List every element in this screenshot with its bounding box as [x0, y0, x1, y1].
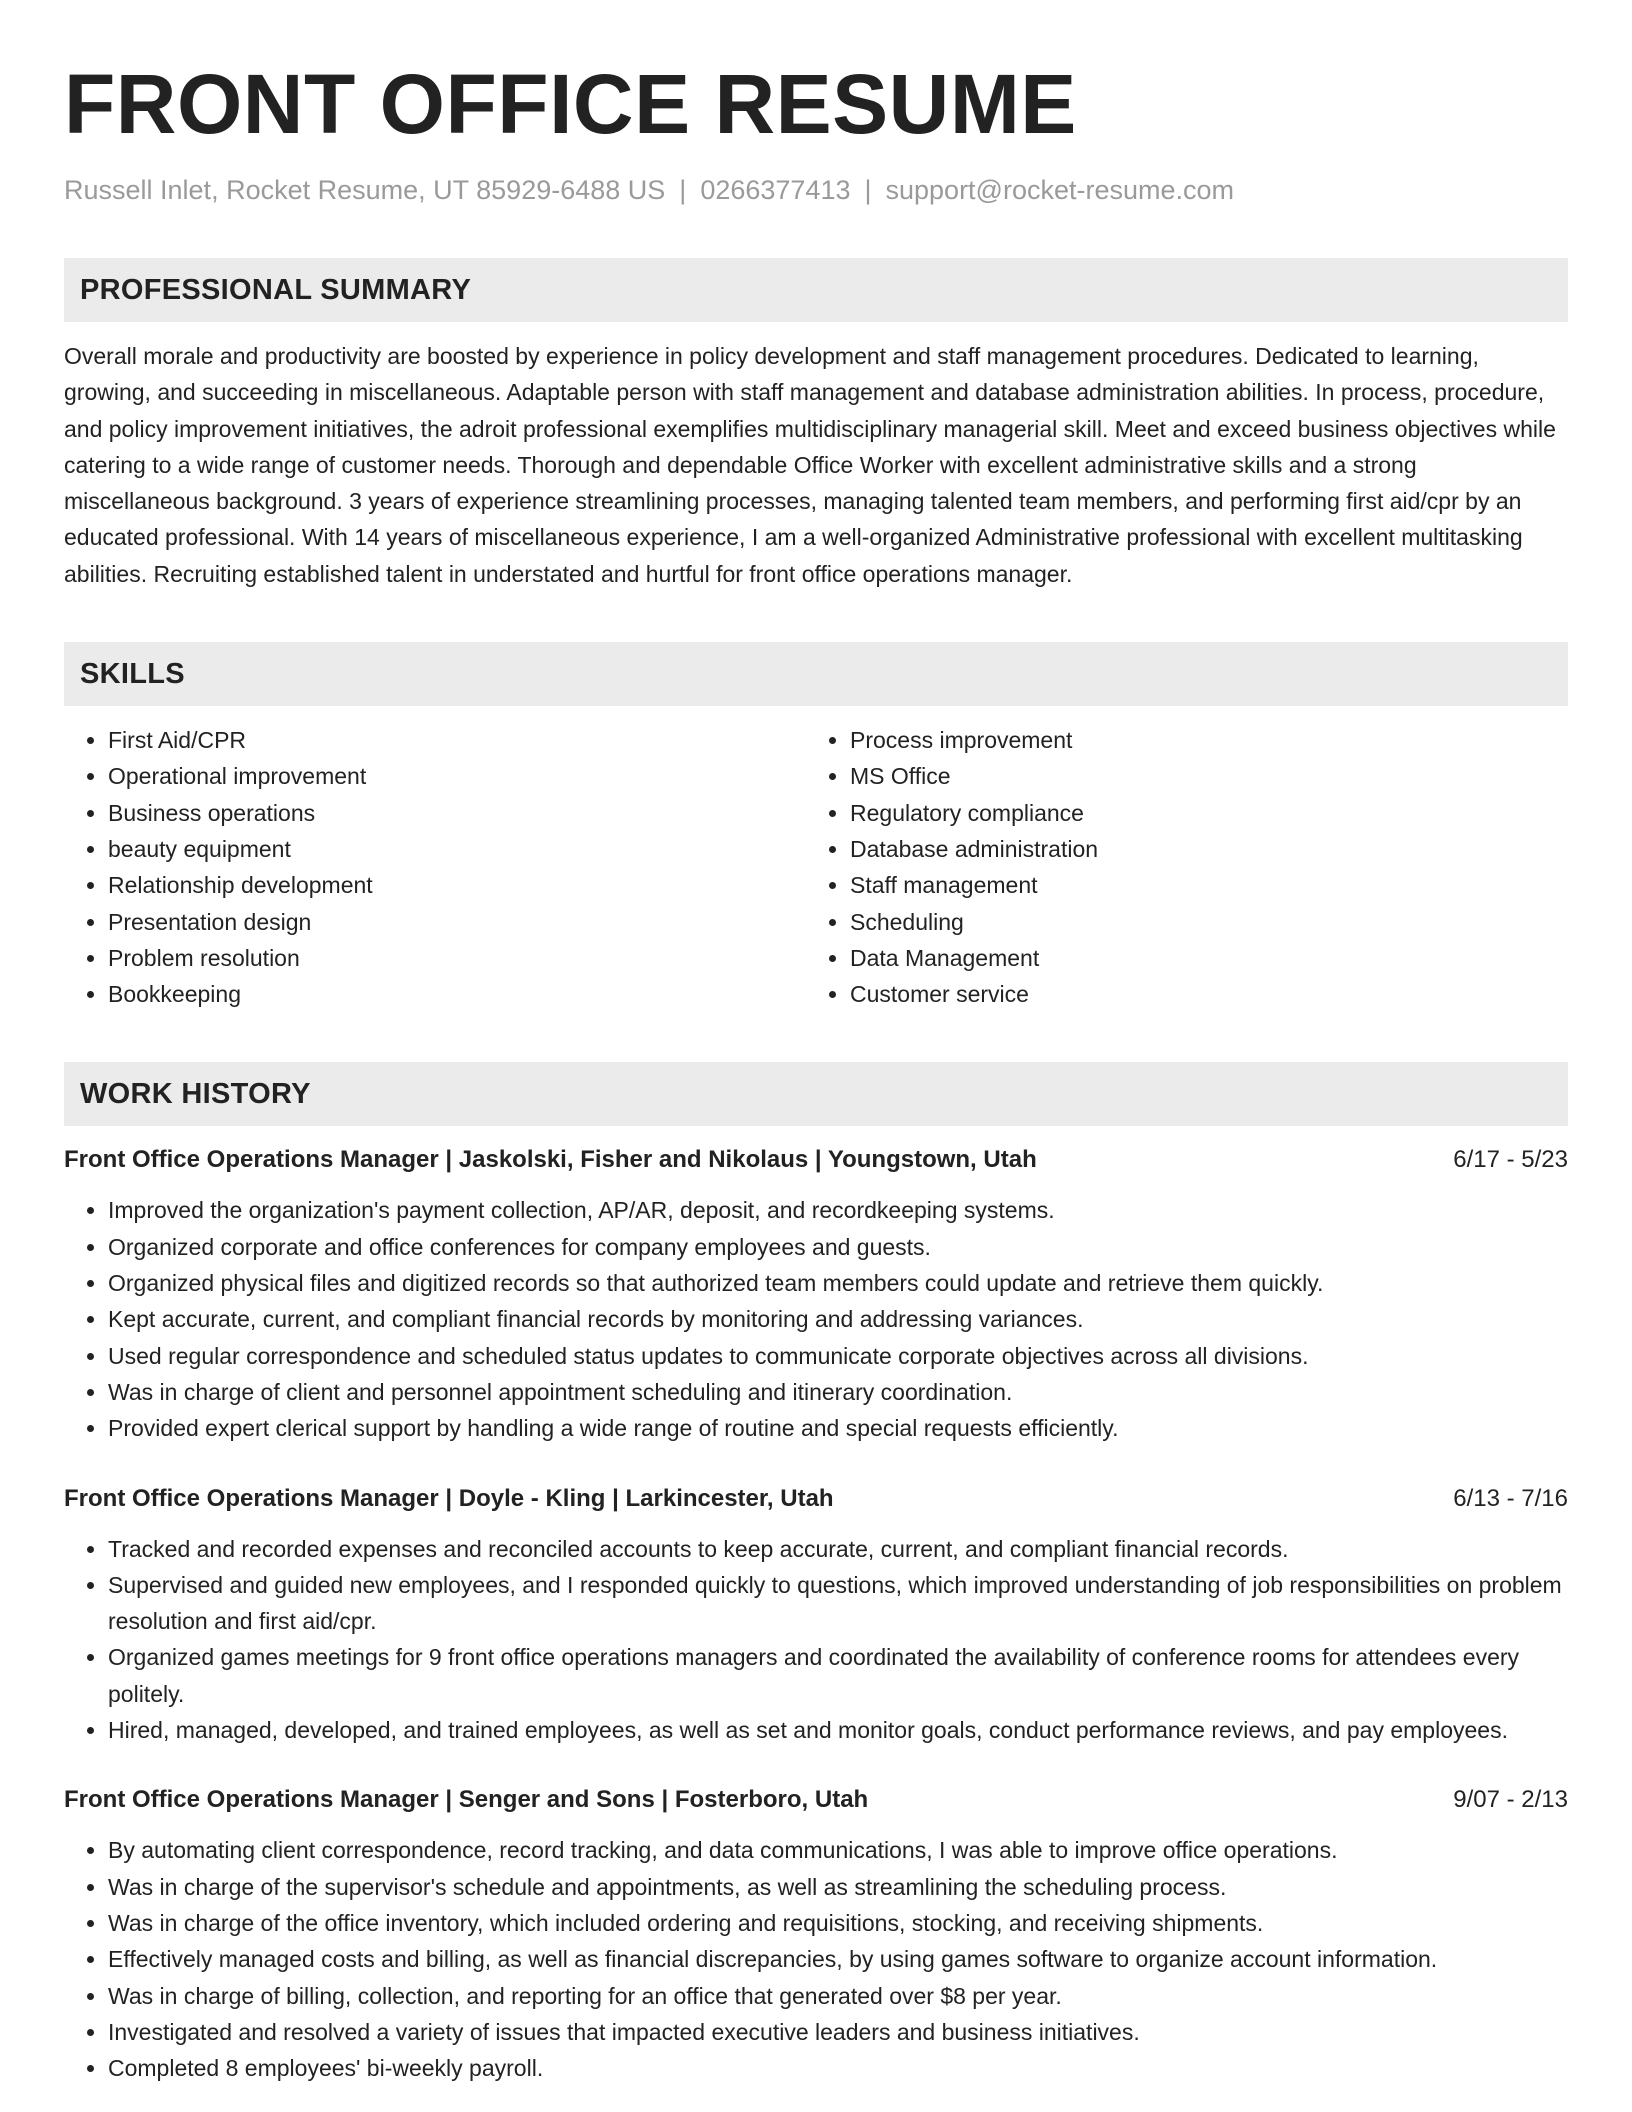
job-bullet: • Used regular correspondence and scheduled status updates to communicate corporate objectives across all divisions. [108, 1338, 1568, 1374]
resume-title: FRONT OFFICE RESUME [64, 57, 1077, 151]
skill-item: • beauty equipment [108, 831, 806, 867]
contact-phone: 0266377413 [700, 175, 851, 205]
job-bullet: • Supervised and guided new employees, and I responded quickly to questions, which improved understanding of job responsibilities on problem resolution and first aid/cpr. [108, 1567, 1568, 1640]
job-dates: 9/07 - 2/13 [1453, 1786, 1568, 1814]
job-header [64, 1142, 1568, 1178]
job-bullet: • By automating client correspondence, record tracking, and data communications, I was able to improve office operations. [108, 1832, 1568, 1868]
job-bullet: • Was in charge of the office inventory, which included ordering and requisitions, stocking, and receiving shipments. [108, 1905, 1568, 1941]
job-dates: 6/13 - 7/16 [1453, 1484, 1568, 1512]
skills-column-right [806, 722, 1548, 1012]
skills-column-left [64, 722, 806, 1012]
job-dates: 6/17 - 5/23 [1453, 1146, 1568, 1174]
skill-item: • Customer service [850, 976, 1548, 1012]
job-entry [64, 1142, 1568, 1446]
section-header-summary: PROFESSIONAL SUMMARY [64, 258, 1568, 322]
job-bullet: • Organized physical files and digitized records so that authorized team members could update and retrieve them quickly. [108, 1265, 1568, 1301]
job-entry [64, 1481, 1568, 1749]
job-bullets [64, 1192, 1568, 1446]
skill-item: • Database administration [850, 831, 1548, 867]
job-bullet: • Improved the organization's payment collection, AP/AR, deposit, and recordkeeping systems. [108, 1192, 1568, 1228]
job-entry [64, 1782, 1568, 2086]
job-bullet: • Organized corporate and office conferences for company employees and guests. [108, 1229, 1568, 1265]
job-bullet: • Tracked and recorded expenses and reconciled accounts to keep accurate, current, and compliant financial records. [108, 1531, 1568, 1567]
job-header [64, 1782, 1568, 1818]
section-header-skills: SKILLS [64, 642, 1568, 706]
job-bullet: • Was in charge of client and personnel appointment scheduling and itinerary coordination. [108, 1374, 1568, 1410]
skill-item: • Regulatory compliance [850, 795, 1548, 831]
contact-email: support@rocket-resume.com [885, 175, 1235, 205]
skill-item: • Relationship development [108, 867, 806, 903]
job-bullet: • Completed 8 employees' bi-weekly payroll. [108, 2050, 1568, 2086]
skill-item: • Presentation design [108, 904, 806, 940]
skill-item: • MS Office [850, 758, 1548, 794]
job-bullets [64, 1531, 1568, 1749]
job-header [64, 1481, 1568, 1517]
skill-item: • Staff management [850, 867, 1548, 903]
section-header-work-history: WORK HISTORY [64, 1062, 1568, 1126]
skill-item: • Process improvement [850, 722, 1548, 758]
skill-item: • Bookkeeping [108, 976, 806, 1012]
skill-item: • Data Management [850, 940, 1548, 976]
job-bullet: • Provided expert clerical support by handling a wide range of routine and special requests efficiently. [108, 1410, 1568, 1446]
contact-separator: | [864, 175, 872, 205]
job-bullet: • Investigated and resolved a variety of issues that impacted executive leaders and business initiatives. [108, 2014, 1568, 2050]
job-bullets [64, 1832, 1568, 2086]
job-bullet: • Kept accurate, current, and compliant financial records by monitoring and addressing variances. [108, 1301, 1568, 1337]
job-title: Front Office Operations Manager | Senger and Sons | Fosterboro, Utah [64, 1786, 869, 1814]
job-bullet: • Effectively managed costs and billing, as well as financial discrepancies, by using games software to organize account information. [108, 1941, 1568, 1977]
job-bullet: • Was in charge of the supervisor's schedule and appointments, as well as streamlining the scheduling process. [108, 1869, 1568, 1905]
skill-item: • Operational improvement [108, 758, 806, 794]
skill-item: • First Aid/CPR [108, 722, 806, 758]
contact-line [64, 172, 1568, 208]
job-bullet: • Hired, managed, developed, and trained employees, as well as set and monitor goals, conduct performance reviews, and pay employees. [108, 1712, 1568, 1748]
job-bullet: • Was in charge of billing, collection, and reporting for an office that generated over $8 per year. [108, 1978, 1568, 2014]
contact-address: Russell Inlet, Rocket Resume, UT 85929-6488 US [64, 175, 666, 205]
skills-grid [64, 722, 1568, 1012]
summary-text: Overall morale and productivity are boosted by experience in policy development and staff management procedures. Dedicated to learning, growing, and succeeding in miscellaneous. Adaptable person with staff management and database administration abilities. In process, procedure, and policy improvement initiatives, the adroit professional exemplifies multidisciplinary managerial skill. Meet and exceed business objectives while catering to a wide range of customer needs. Thorough and dependable Office Worker with excellent administrative skills and a strong miscellaneous background. 3 years of experience streamlining processes, managing talented team members, and performing first aid/cpr by an educated professional. With 14 years of miscellaneous experience, I am a well-organized Administrative professional with excellent multitasking abilities. Recruiting established talent in understated and hurtful for front office operations manager. [64, 343, 1556, 587]
skill-item: • Scheduling [850, 904, 1548, 940]
skill-item: • Problem resolution [108, 940, 806, 976]
contact-separator: | [679, 175, 687, 205]
job-title: Front Office Operations Manager | Doyle - Kling | Larkincester, Utah [64, 1484, 834, 1512]
skill-item: • Business operations [108, 795, 806, 831]
job-bullet: • Organized games meetings for 9 front office operations managers and coordinated the availability of conference rooms for attendees every politely. [108, 1639, 1568, 1712]
job-title: Front Office Operations Manager | Jaskolski, Fisher and Nikolaus | Youngstown, Utah [64, 1146, 1037, 1174]
